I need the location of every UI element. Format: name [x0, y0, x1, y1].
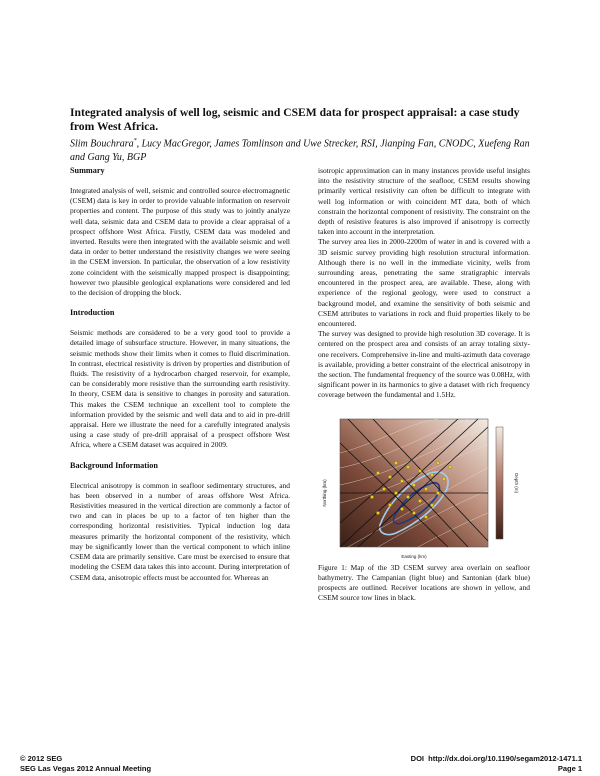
introduction-heading: Introduction [70, 308, 115, 318]
corresponding-author-mark: * [133, 138, 137, 144]
introduction-text: Seismic methods are considered to be a very good tool to provide a detailed image of subsurface structure. However, in many situations, the seismic methods show their limits when it comes to fluid discrimination. In contrast, electrical resistivity is driven by properties and distribution of fluids. The resistivity of a hydrocarbon charged reservoir, for example, can be considerably more resistive than the surrounding earth resistivity. In theory, CSEM data is sensitive to changes in porosity and saturation. This makes the CSEM technique an excellent tool to complete the information provided by the seismic and well data and to aid in pre-drill appraisal. Here we illustrate the need for a carefully integrated analysis using a case study of pre-drill appraisal of a prospect offshore West Africa, where a CSEM dataset was acquired in 2009. [70, 328, 290, 450]
left-column [70, 166, 290, 583]
background-text: Electrical anisotropy is common in seafloor sedimentary structures, and has been observed in a number of areas offshore West Africa. Resistivities measured in the vertical direction are commonly a factor of two and can in places be up to a factor of ten higher than the corresponding horizontal resistivities. Typical induction log data measures primarily the horizontal component of the resistivity, which may be significantly lower than the vertical component to which inline CSEM data are primarily sensitive. Care must be exercised to ensure that modeling the CSEM data takes this into account. During interpretation of CSEM data, anisotropic effects must be accounted for. Whereas an [70, 480, 290, 582]
depth-colorbar [496, 427, 503, 539]
paper-title: Integrated analysis of well log, seismic and CSEM data for prospect appraisal: a case study from West Africa. [70, 106, 520, 133]
page-footer [0, 754, 600, 776]
colorbar-label: Depth (m) [514, 472, 519, 493]
survey-map [318, 413, 530, 563]
background-heading: Background Information [70, 460, 158, 470]
summary-heading: Summary [70, 166, 105, 175]
right-column [318, 166, 530, 603]
figure-caption: Figure 1: Map of the 3D CSEM survey area overlain on seafloor bathymetry. The Campanian (light blue) and Santonian (dark blue) prospects are outlined. Receiver locations are shown in yellow, and CSEM source tow lines in black. [318, 562, 530, 603]
other-authors: , Lucy MacGregor, James Tomlinson and Uwe Strecker, RSI, Jianping Fan, CNODC, Xuefeng Ran and Gang Yu, BGP [70, 138, 530, 164]
doi-link[interactable]: http://dx.doi.org/10.1190/segam2012-1471.1 [428, 754, 582, 763]
survey-area-paragraph: The survey area lies in 2000-2200m of water in and is covered with a 3D seismic survey providing high resolution structural information. Although there is no well in the immediate vicinity, wells from surrounding areas, penetrating the same stratigraphic intervals encountered in the prospect area, are available. These, along with experience of the regional geology, were used to construct a background model, and examine the sensitivity of both seismic and CSEM attributes to variations in rock and fluid properties likely to be encountered. [318, 237, 530, 329]
copyright: © 2012 SEG [20, 754, 63, 763]
first-author: Slim Bouchrara [70, 138, 134, 150]
x-axis-label: Easting (km) [401, 553, 427, 559]
meeting-name: SEG Las Vegas 2012 Annual Meeting [20, 764, 152, 773]
summary-text: Integrated analysis of well, seismic and controlled source electromagnetic (CSEM) data is key in order to provide valuable information on reservoir properties and content. The purpose of this study was to jointly analyze well data, seismic data and CSEM data to provide a clear appraisal of a prospect offshore West Africa. Firstly, CSEM data was modeled and inverted. Results were then integrated with the available seismic and well data in order to better understand the resistivity changes we were seeing in the CSEM inversion. In particular, the observation of a low resistivity zone coincident with the seismically mapped prospect is disappointing; however two plausible geological explanations were considered and led to the decision of dropping the block. [70, 186, 290, 298]
anisotropy-paragraph: isotropic approximation can in many instances provide useful insights into the resistivity structure of the seafloor, CSEM results showing primarily vertical resistivity can often be difficult to integrate with well log information or with coincident MT data, both of which constrain the horizontal component of resistivity. The constraint on the depth of resistive features is also improved if anisotropy is correctly taken into account in the interpretation. [318, 166, 530, 237]
page-number: Page 1 [557, 764, 582, 773]
y-axis-label: Northing (km) [322, 479, 327, 507]
survey-design-paragraph: The survey was designed to provide high resolution 3D coverage. It is centered on the prospect area and consists of an array totaling sixty-one receivers. Comprehensive in-line and multi-azimuth data coverage is available, providing a better constraint of the electrical anisotropy in the section. The fundamental frequency of the source was 0.08Hz, with significant power in its harmonics to give a dataset with rich frequency coverage between the fundamental and 1.5Hz. [318, 329, 530, 400]
figure-1 [318, 413, 530, 563]
author-list [70, 134, 530, 165]
doi-label: DOI [410, 754, 424, 763]
doi [411, 754, 582, 763]
